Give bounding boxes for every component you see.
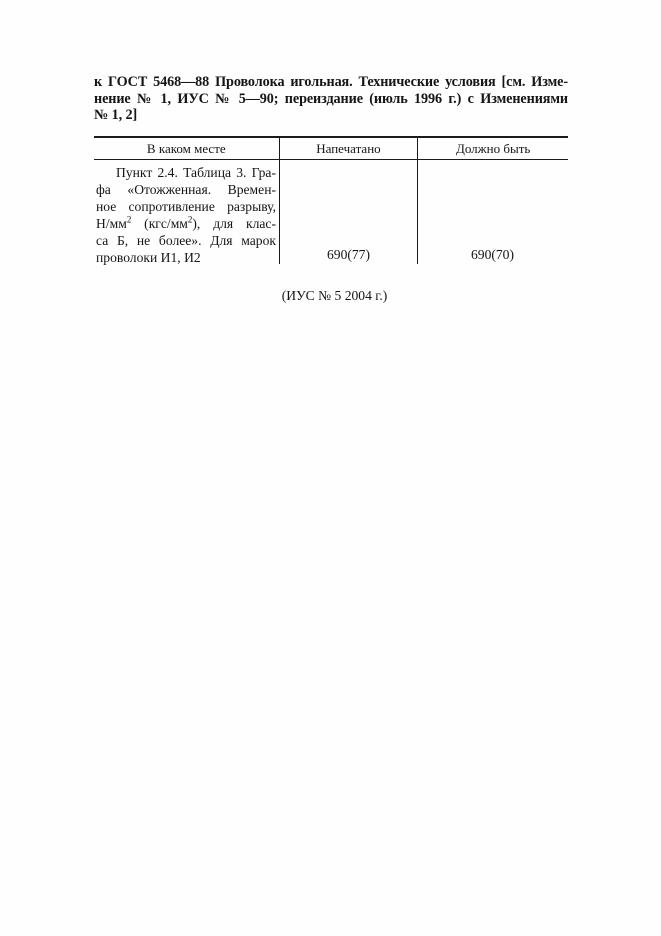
location-line: са Б, не более». Для марок xyxy=(96,233,276,248)
header-location: В каком месте xyxy=(146,141,226,156)
location-line: ное сопротивление разрыву, xyxy=(96,199,276,214)
cell-should-be xyxy=(417,160,567,264)
table-row xyxy=(94,160,568,264)
amendment-table xyxy=(94,136,568,264)
cell-printed xyxy=(279,160,417,264)
unit-text: (кгс/мм xyxy=(131,216,188,231)
document-heading xyxy=(94,74,568,124)
location-line: фа «Отожженная. Времен- xyxy=(96,182,276,197)
table-header-row xyxy=(94,138,568,160)
should-be-value: 690(70) xyxy=(470,247,515,262)
location-line: проволоки И1, И2 xyxy=(96,250,201,265)
heading-line-1: к ГОСТ 5468—88 Проволока игольная. Технические условия [см. Изме- xyxy=(94,74,568,90)
superscript: 2 xyxy=(126,214,132,225)
location-text xyxy=(96,164,276,266)
location-line-units xyxy=(96,215,276,232)
heading-line-3: № 1, 2] xyxy=(94,107,138,123)
unit-text: ), для клас- xyxy=(192,216,276,231)
header-should-be: Должно быть xyxy=(417,138,568,159)
printed-value: 690(77) xyxy=(326,247,371,262)
location-line: Пункт 2.4. Таблица 3. Гра- xyxy=(116,165,276,180)
heading-line-2: нение № 1, ИУС № 5—90; переиздание (июль 1996 г.) с Изменениями xyxy=(94,90,568,107)
source-note: (ИУС № 5 2004 г.) xyxy=(281,288,388,303)
header-printed: Напечатано xyxy=(279,138,418,159)
cell-location xyxy=(94,160,279,264)
unit-text: Н/мм xyxy=(96,216,127,231)
superscript: 2 xyxy=(187,214,193,225)
